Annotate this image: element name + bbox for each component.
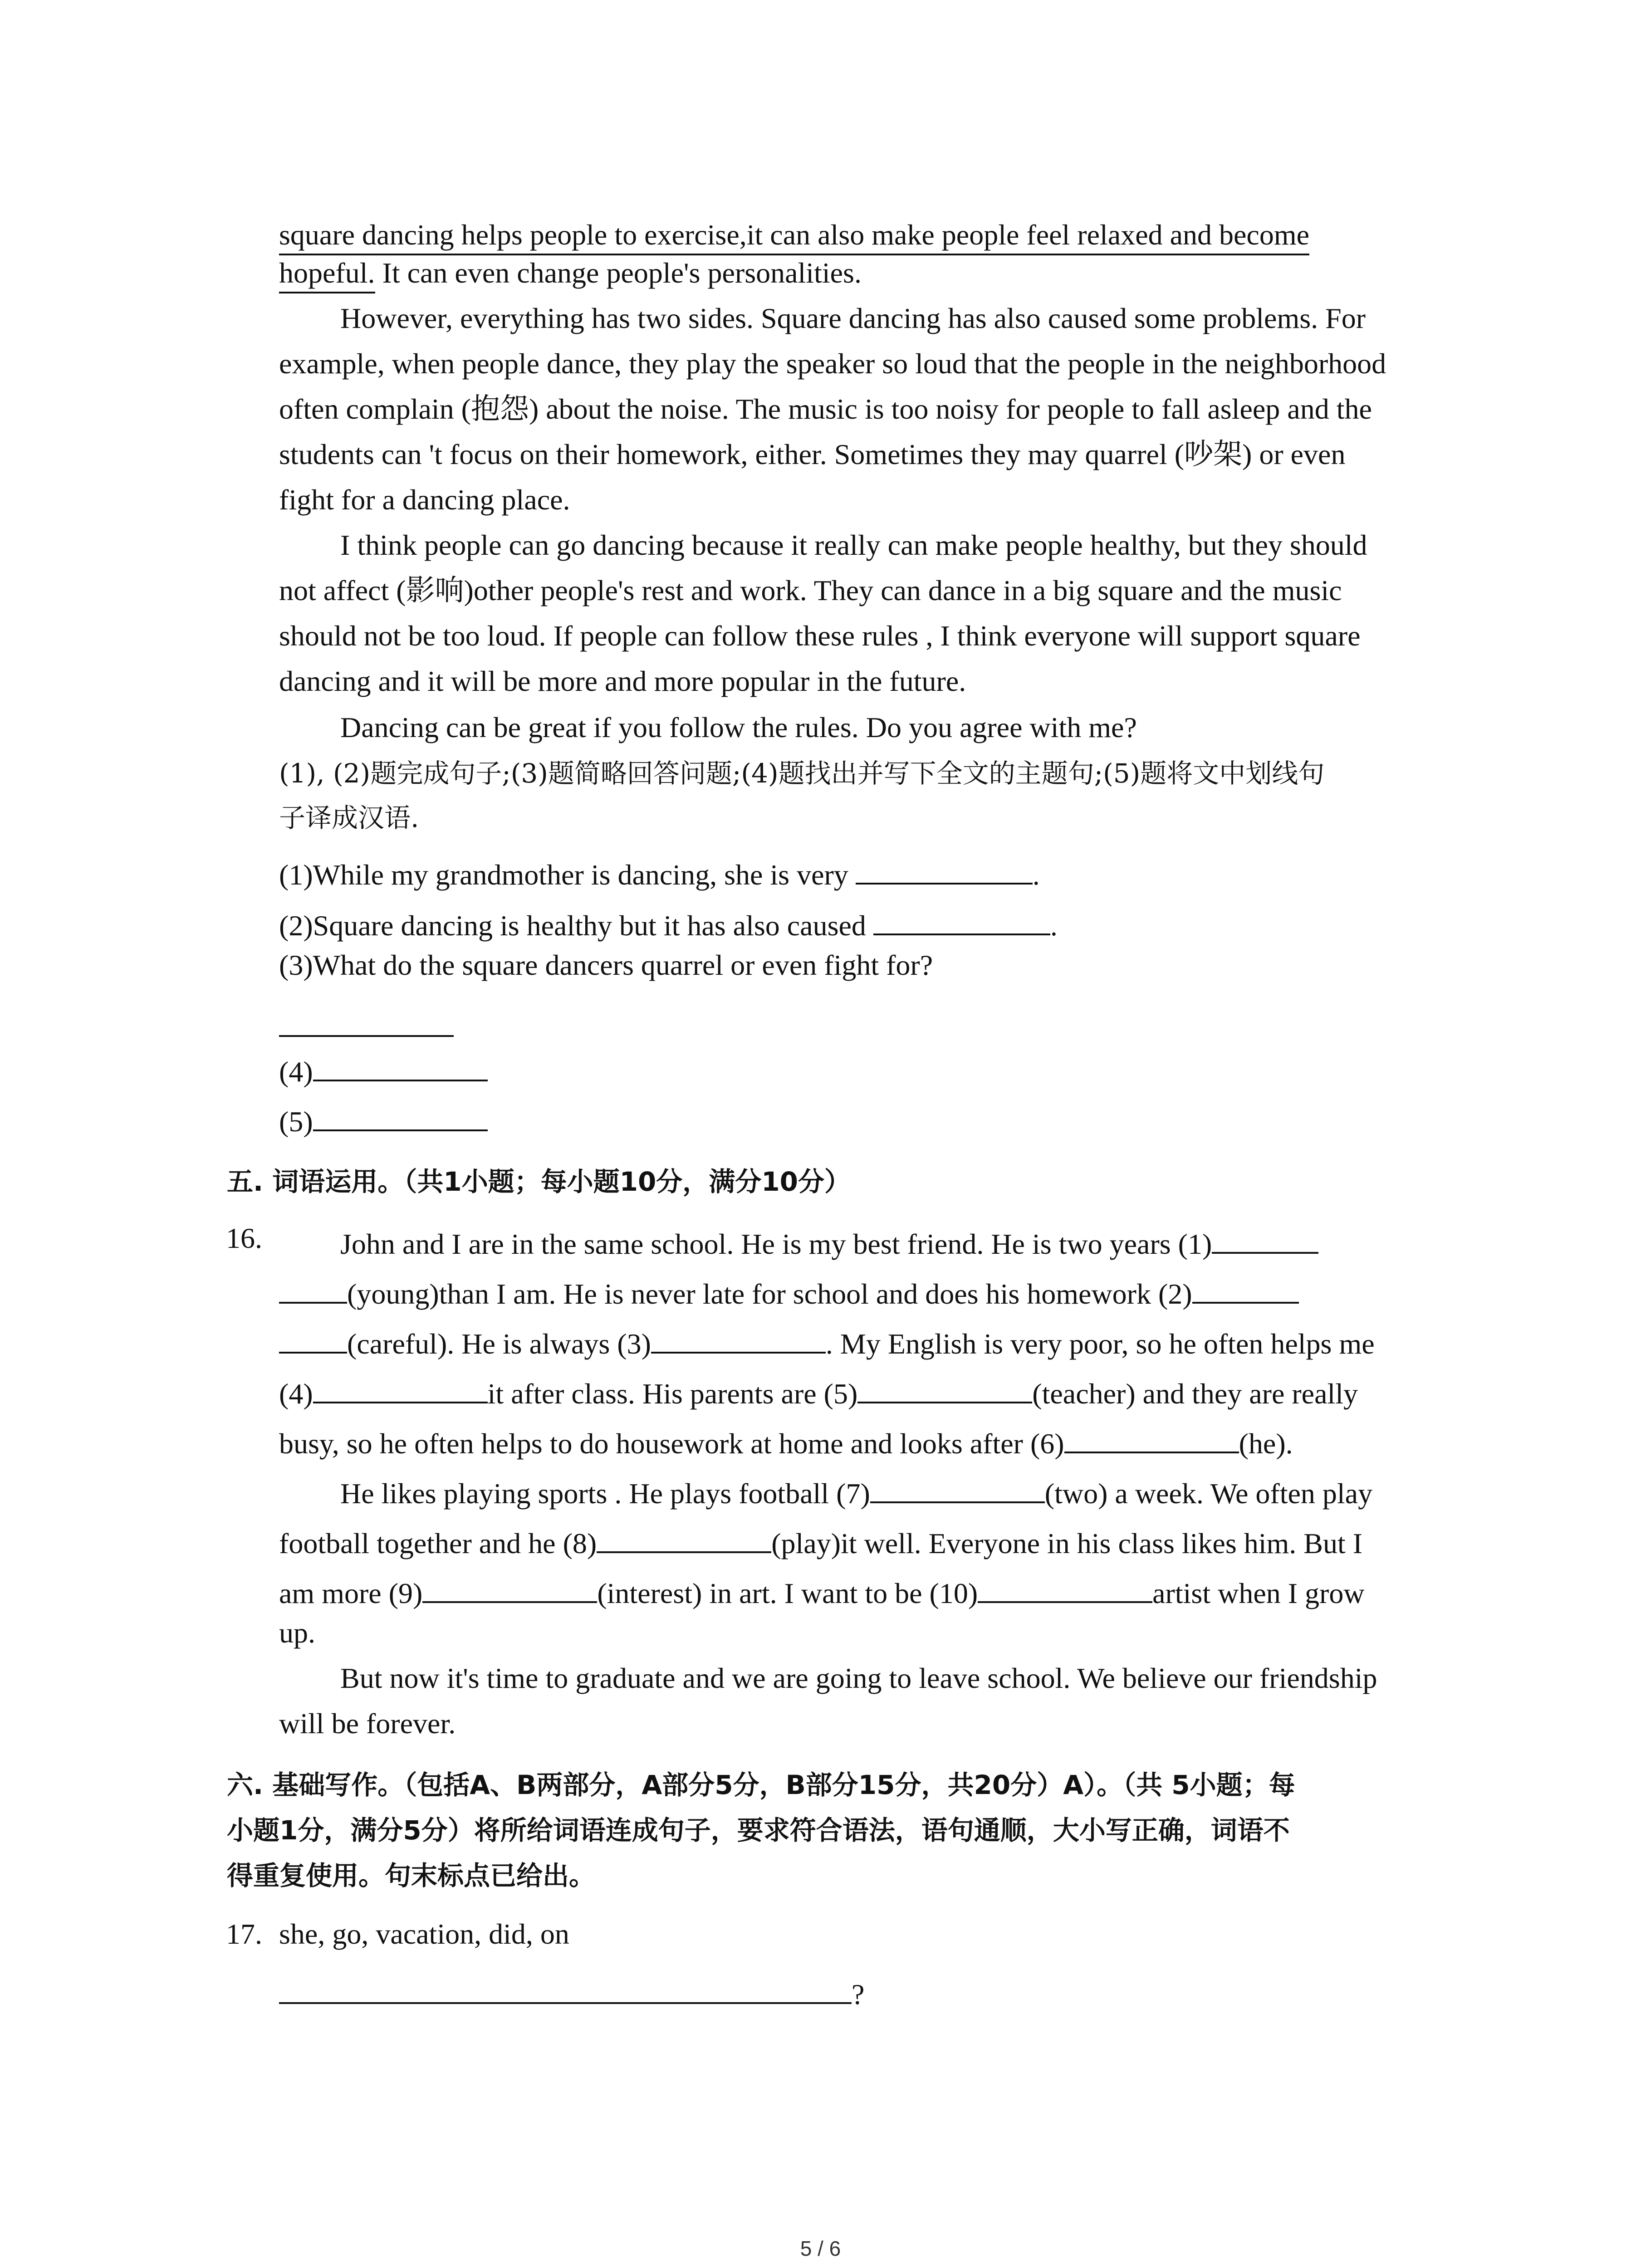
section-5-heading: 五. 词语运用。（共1小题；每小题10分，满分10分）	[227, 1166, 851, 1197]
cloze-line-1: John and I are in the same school. He is my best friend. He is two years (1)	[340, 1224, 1318, 1259]
passage-line: However, everything has two sides. Square dancing has also caused some problems. For	[340, 302, 1366, 334]
cloze-blank-5[interactable]	[857, 1374, 1032, 1403]
cloze-line-2: (young)than I am. He is never late for school and does his homework (2)	[279, 1274, 1299, 1309]
underlined-sentence: square dancing helps people to exercise,it can also make people feel relaxed and become	[279, 219, 1309, 255]
cloze-blank-1a[interactable]	[1212, 1224, 1318, 1254]
passage-line: example, when people dance, they play the speaker so loud that the people in the neighborhood	[279, 347, 1386, 380]
answer-line-3	[279, 1007, 454, 1042]
question-17-answer: ?	[279, 1974, 864, 2009]
instructions-line: (1), (2)题完成句子;(3)题简略回答问题;(4)题找出并写下全文的主题句;(5)题将文中划线句	[279, 758, 1325, 789]
passage-line: students can 't focus on their homework, either. Sometimes they may quarrel (吵架) or even	[279, 438, 1346, 470]
cloze-blank-3[interactable]	[651, 1324, 826, 1354]
underlined-sentence-line-1	[279, 220, 1309, 249]
answer-blank-2[interactable]	[873, 905, 1050, 935]
cloze-blank-1b[interactable]	[279, 1274, 347, 1304]
cloze-line-11: will be forever.	[279, 1707, 456, 1740]
question-2: (2)Square dancing is healthy but it has also caused .	[279, 905, 1058, 940]
answer-blank-17[interactable]	[279, 1974, 852, 2004]
underlined-sentence-end: hopeful.	[279, 257, 375, 293]
passage-line: not affect (影响)other people's rest and work. They can dance in a big square and the music	[279, 574, 1342, 606]
answer-blank-5[interactable]	[313, 1101, 488, 1131]
passage-line: should not be too loud. If people can follow these rules , I think everyone will support square	[279, 620, 1361, 652]
question-3: (3)What do the square dancers quarrel or even fight for?	[279, 949, 933, 981]
cloze-line-4: (4) it after class. His parents are (5) (teacher) and they are really	[279, 1374, 1358, 1408]
passage-line: dancing and it will be more and more popular in the future.	[279, 665, 966, 697]
question-5: (5)	[279, 1101, 488, 1136]
question-16-number: 16.	[226, 1222, 262, 1254]
cloze-blank-10[interactable]	[978, 1573, 1152, 1603]
cloze-blank-9[interactable]	[422, 1573, 597, 1603]
passage-line: hopeful. It can even change people's personalities.	[279, 259, 862, 288]
passage-line: often complain (抱怨) about the noise. The music is too noisy for people to fall asleep and the	[279, 393, 1372, 425]
cloze-line-8: am more (9) (interest) in art. I want to be (10) artist when I grow	[279, 1573, 1365, 1608]
cloze-blank-2a[interactable]	[1192, 1274, 1299, 1304]
passage-line: Dancing can be great if you follow the rules. Do you agree with me?	[340, 711, 1137, 743]
cloze-line-9: up.	[279, 1617, 315, 1649]
section-6-heading-line: 六. 基础写作。（包括A、B两部分，A部分5分，B部分15分，共20分）A）。（共 5小题；每	[227, 1769, 1295, 1800]
passage-line: I think people can go dancing because it really can make people healthy, but they should	[340, 529, 1367, 561]
question-1: (1)While my grandmother is dancing, she is very .	[279, 855, 1040, 890]
question-17-words: she, go, vacation, did, on	[279, 1918, 569, 1950]
cloze-blank-6[interactable]	[1064, 1423, 1239, 1453]
page-number: 5 / 6	[800, 2237, 841, 2260]
cloze-blank-8[interactable]	[597, 1523, 771, 1553]
cloze-line-6: He likes playing sports . He plays football (7) (two) a week. We often play	[340, 1473, 1372, 1508]
cloze-line-10: But now it's time to graduate and we are going to leave school. We believe our friendship	[340, 1662, 1377, 1694]
cloze-line-3: (careful). He is always (3) . My English is very poor, so he often helps me	[279, 1324, 1375, 1359]
answer-blank-1[interactable]	[856, 855, 1033, 885]
section-6-heading-line: 得重复使用。句末标点已给出。	[227, 1860, 596, 1891]
answer-blank-3[interactable]	[279, 1007, 454, 1037]
cloze-blank-4[interactable]	[313, 1374, 488, 1403]
cloze-line-7: football together and he (8) (play)it well. Everyone in his class likes him. But I	[279, 1523, 1362, 1558]
cloze-blank-7[interactable]	[870, 1473, 1045, 1503]
question-4: (4)	[279, 1051, 488, 1086]
cloze-line-5: busy, so he often helps to do housework at home and looks after (6) (he).	[279, 1423, 1293, 1458]
cloze-blank-2b[interactable]	[279, 1324, 347, 1354]
section-6-heading-line: 小题1分，满分5分）将所给词语连成句子，要求符合语法，语句通顺，大小写正确，词语不	[227, 1815, 1290, 1846]
passage-line: fight for a dancing place.	[279, 484, 570, 516]
answer-blank-4[interactable]	[313, 1051, 488, 1081]
question-17-number: 17.	[226, 1918, 262, 1950]
instructions-line: 子译成汉语.	[279, 802, 419, 833]
